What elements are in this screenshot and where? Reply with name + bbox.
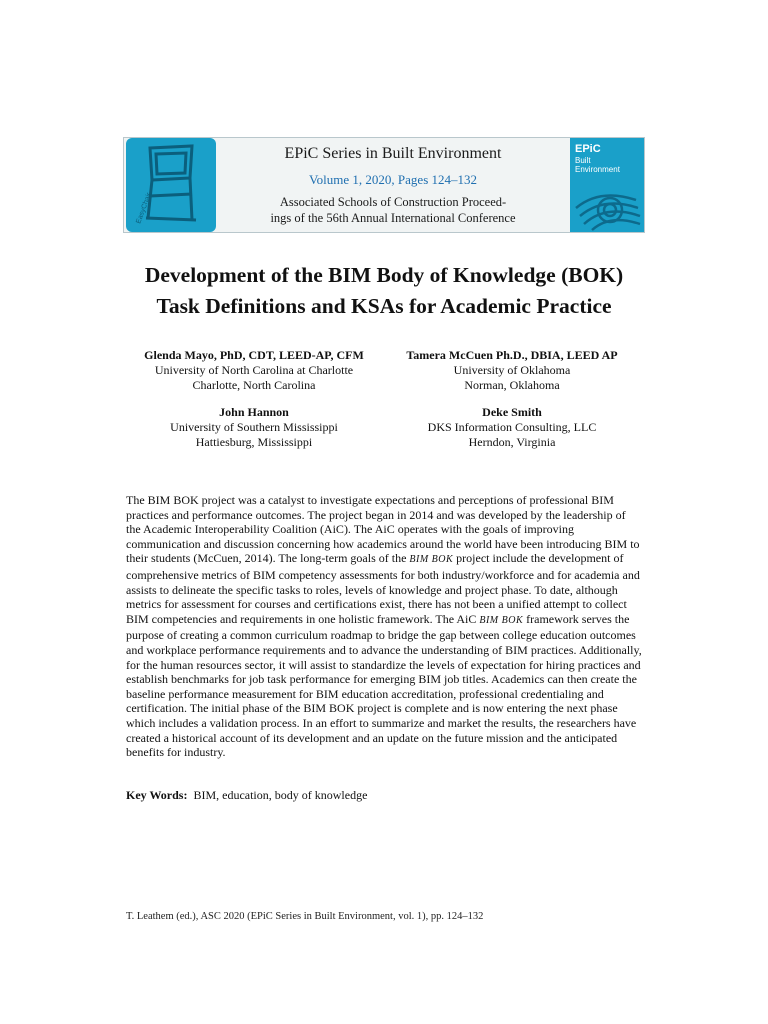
abstract-text-1: The BIM BOK project was a catalyst to investigate expectations and perceptions of professional BIM practices and performance outcomes. The project began in 2014 and was developed by the leadership of the Academic Interoperability Coalition (AiC). The AiC operates with the goals of improving communication and discussion concerning how academics around the world have been introducing BIM to their students (McCuen, 2014). The long-term goals of the (126, 493, 640, 566)
abstract-text-2: project include the development of comprehensive metrics of BIM competency assessments for both industry/workforce and for academia and assists to delineate the specific tasks to roles, levels of knowledge and project phase. To date, although metrics for assessment for courses and certifications exist, there has not been a unified attempt to collect BIM competencies and requirements in one holistic framework. The AiC (126, 551, 640, 626)
epic-built-environment-logo (570, 138, 644, 232)
author-name: John Hannon (219, 405, 289, 419)
paper-title (60, 260, 708, 322)
title-line-1: Development of the BIM Body of Knowledge (BOK) (144, 263, 624, 287)
easychair-logo (126, 138, 216, 232)
chair-icon (126, 138, 216, 232)
epic-brand-text: EPiC (575, 143, 601, 155)
title-line-2: Task Definitions and KSAs for Academic Practice (156, 294, 612, 318)
author-affiliation: University of Oklahoma (453, 363, 571, 377)
series-title: EPiC Series in Built Environment (284, 145, 502, 162)
author-name: Tamera McCuen Ph.D., DBIA, LEED AP (406, 348, 618, 362)
logo-subtitle-2: Environment (575, 165, 620, 174)
conference-name (216, 194, 570, 226)
author-affiliation: DKS Information Consulting, LLC (427, 420, 597, 434)
footer-citation: T. Leathem (ed.), ASC 2020 (EPiC Series in Built Environment, vol. 1), pp. 124–132 (126, 911, 484, 922)
logo-subtitle-1: Built (575, 156, 591, 165)
author-location: Norman, Oklahoma (464, 378, 560, 392)
volume-link[interactable]: Volume 1, 2020, Pages 124–132 (308, 172, 478, 187)
author-block (362, 348, 662, 393)
bim-bok-emphasis: BIM BOK (409, 554, 454, 566)
author-name: Deke Smith (482, 405, 542, 419)
conference-line-2: ings of the 56th Annual International Conference (270, 211, 516, 225)
author-affiliation: University of Southern Mississippi (170, 420, 338, 434)
author-location: Charlotte, North Carolina (192, 378, 316, 392)
conference-line-1: Associated Schools of Construction Proceed- (279, 195, 507, 209)
svg-text:EasyChair: EasyChair (135, 191, 153, 225)
keywords-label: Key Words: (126, 788, 188, 802)
logo-subtitle (575, 156, 620, 174)
epic-series-banner (123, 137, 645, 233)
keywords (126, 788, 367, 803)
abstract (126, 493, 642, 760)
author-block (362, 405, 662, 450)
bim-bok-emphasis: BIM BOK (479, 614, 524, 626)
abstract-text-3: framework serves the purpose of creating a common curriculum roadmap to bridge the gap between college education outcomes and workplace performance requirements and to advance the understanding of BIM practices. Additionally, for the human resources sector, it will assist to standardize the levels of expectation for hiring practices and establish benchmarks for job task performance for emerging BIM job titles. Academics can then create the baseline performance measurement for BIM education accreditation, professional credentialing and certification. The initial phase of the BIM BOK project is complete and is now entering the next phase which includes a validation process. In an effort to summarize and market the results, the researchers have created a historical account of its development and an update on the future mission and the anticipated benefits for industry. (126, 611, 642, 760)
author-location: Hattiesburg, Mississippi (195, 435, 313, 449)
author-affiliation: University of North Carolina at Charlotte (154, 363, 354, 377)
author-block (104, 405, 404, 450)
author-name: Glenda Mayo, PhD, CDT, LEED-AP, CFM (144, 348, 364, 362)
author-location: Herndon, Virginia (468, 435, 556, 449)
author-block (104, 348, 404, 393)
keywords-value: BIM, education, body of knowledge (193, 788, 368, 802)
